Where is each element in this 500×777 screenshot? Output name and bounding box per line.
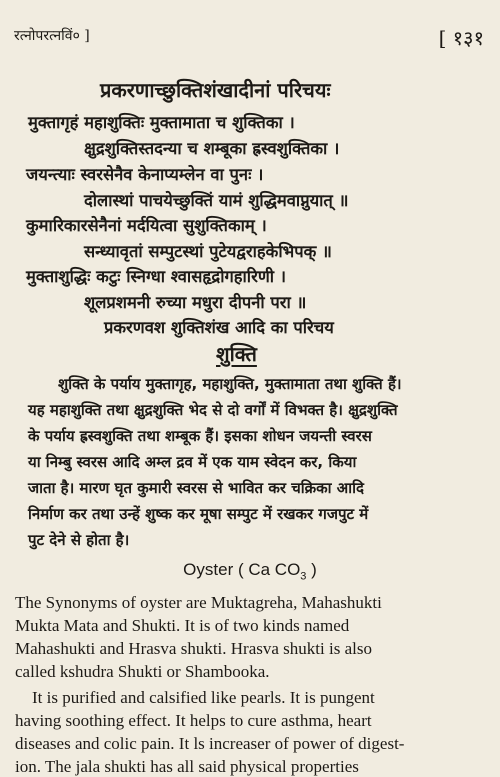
english-line: ion. The jala shukti has all said physical properties (15, 757, 359, 776)
sanskrit-title: प्रकरणाच्छुक्तिशंखादीनां परिचयः (100, 78, 331, 102)
paragraph-line: पुट देने से होता है। (28, 531, 130, 549)
verse-line: क्षुद्रशुक्तिस्तदन्या च शम्बूका ह्रस्वशुक्तिका । (84, 139, 340, 158)
verse-line: कुमारिकारसेनैनां मर्दयित्वा सुशुक्तिकाम् । (26, 216, 267, 235)
english-heading-subscript: 3 (300, 570, 307, 583)
english-line: It is purified and calsified like pearls. It is pungent (32, 688, 375, 707)
page-number: [ १३१ (438, 26, 484, 50)
paragraph-line: यह महाशुक्ति तथा क्षुद्रशुक्ति भेद से दो वर्गों में विभक्त है। क्षुद्रशुक्ति (28, 401, 398, 419)
english-line: diseases and colic pain. It ls increaser of power of digest- (15, 734, 405, 753)
verse-line: दोलास्थां पाचयेच्छुक्तिं यामं शुद्धिमवाप्नुयात् ॥ (84, 191, 349, 210)
verse-line: मुक्ताशुद्धिः कटुः स्निग्धा श्वासहृद्रोगहारिणी । (26, 267, 287, 286)
paragraph-line: या निम्बु स्वरस आदि अम्ल द्रव में एक याम स्वेदन कर, किया (28, 453, 357, 471)
english-line: having soothing effect. It helps to cure asthma, heart (15, 711, 372, 730)
paragraph-line: के पर्याय ह्रस्वशुक्ति तथा शम्बूक हैं। इसका शोधन जयन्ती स्वरस (28, 427, 372, 445)
verse-line: सन्ध्यावृतां सम्पुटस्थां पुटेयद्वराहकेभिपक् ॥ (84, 242, 332, 261)
english-line: called kshudra Shukti or Shambooka. (15, 662, 270, 681)
english-line: The Synonyms of oyster are Muktagreha, Mahashukti (15, 593, 382, 612)
verse-line: शूलप्रशमनी रुच्या मधुरा दीपनी परा ॥ (84, 293, 307, 312)
verse-line: जयन्त्याः स्वरसेनैव केनाप्यम्लेन वा पुनः । (26, 165, 264, 184)
running-head: रत्नोपरत्नविं० ] (14, 28, 90, 44)
section-heading: शुक्ति (216, 342, 257, 366)
page-header (14, 26, 484, 52)
english-line: Mahashukti and Hrasva shukti. Hrasva shukti is also (15, 639, 372, 658)
english-heading (0, 560, 500, 582)
english-line: Mukta Mata and Shukti. It is of two kinds named (15, 616, 350, 635)
paragraph-line: जाता है। मारण घृत कुमारी स्वरस से भावित कर चक्रिका आदि (28, 479, 364, 497)
paragraph-line: निर्माण कर तथा उन्हें शुष्क कर मूषा सम्पुट में रखकर गजपुट में (28, 505, 369, 523)
verse-line: मुक्तागृहं महाशुक्तिः मुक्तामाता च शुक्तिका । (28, 113, 295, 132)
paragraph-line: शुक्ति के पर्याय मुक्तागृह, महाशुक्ति, मुक्तामाता तथा शुक्ति हैं। (58, 375, 402, 393)
english-heading-close: ) (306, 560, 317, 579)
hindi-subtitle: प्रकरणवश शुक्तिशंख आदि का परिचय (104, 318, 334, 337)
english-heading-text: Oyster ( Ca CO (183, 560, 301, 579)
